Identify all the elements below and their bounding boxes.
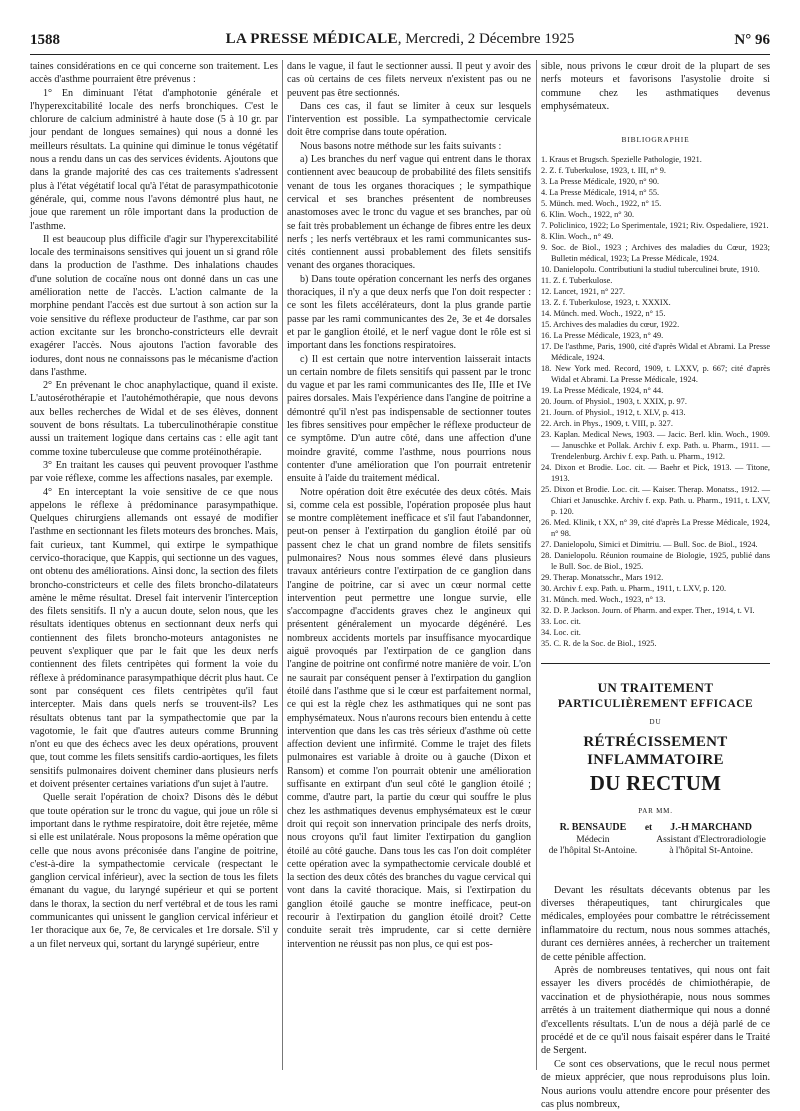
bibliography-item: 30. Archiv f. exp. Path. u. Pharm., 1911, t. LXV, p. 120. [541, 584, 727, 594]
bibliography-list [541, 154, 770, 649]
bibliography-item: 35. C. R. de la Soc. de Biol., 1925. [541, 639, 657, 649]
page-number: 1588 [30, 32, 60, 48]
article-byline-par: PAR MM. [638, 806, 673, 815]
article-title-du: DU [649, 718, 662, 727]
article-authors [541, 822, 770, 858]
bibliography-item: 32. D. P. Jackson. Journ. of Pharm. and exper. Ther., 1914, t. VI. [541, 606, 755, 616]
journal-name: LA PRESSE MÉDICALE [225, 31, 398, 47]
bibliography-item: 9. Soc. de Biol., 1923 ; Archives des maladies du Cœur, 1923; Bulletin médical, 1923; La Presse Médicale, 1924. [541, 243, 770, 264]
paragraph: Nous basons notre méthode sur les faits suivants : [300, 140, 502, 152]
bibliography-item: 5. Münch. med. Woch., 1922, n° 15. [541, 199, 662, 209]
bibliography-title: BIBLIOGRAPHIE [621, 135, 690, 145]
author-affiliation: à l'hôpital St-Antoine. [669, 846, 753, 857]
bibliography-item: 1. Kraus et Brugsch. Spezielle Pathologie, 1921. [541, 155, 702, 165]
author-1 [541, 822, 645, 858]
column-1 [30, 60, 278, 951]
bibliography-item: 34. Loc. cit. [541, 628, 581, 638]
article-rule [541, 663, 770, 664]
bibliography-item: 16. La Presse Médicale, 1923, n° 49. [541, 331, 664, 341]
bibliography-item: 29. Therap. Monatsschr., Mars 1912. [541, 573, 664, 583]
author-conjunction: et [644, 823, 653, 834]
bibliography-item: 23. Kaplan. Medical News, 1903. — Jacic. Berl. klin. Woch., 1909. — Januschke et Pollak. Archiv f. exp. Path. u. Pharm., 1911. — Trendelenburg. Archiv f. exp. Path. u. Pharm., 1912. [541, 430, 770, 462]
bibliography-item: 27. Danielopolu, Simici et Dimitriu. — Bull. Soc. de Biol., 1924. [541, 540, 758, 550]
article-title-line-3: RÉTRÉCISSEMENT INFLAMMATOIRE [583, 733, 728, 768]
issue-number: N° 96 [734, 32, 770, 48]
bibliography-item: 6. Klin. Woch., 1922, n° 30. [541, 210, 635, 220]
bibliography-item: 14. Münch. med. Woch., 1922, n° 15. [541, 309, 666, 319]
paragraph: 2° En prévenant le choc anaphylactique, quand il existe. L'autosérothérapie et l'autohémothérapie, que nous devons aux belles recherches de Widal et de ses élèves, donnent souvent de bons résultats. La tuberculinothérapie constitue aussi un traitement logique dans certains cas : elle agit tant comme toxine tuberculeuse que comme protéinothérapie. [30, 380, 278, 458]
bibliography-item: 25. Dixon et Brodie. Loc. cit. — Kaiser. Therap. Monatss., 1912. — Chiari et Januschke. Archiv f. exp. Path. u. Pharm., 1911, t. LXV, p. 120. [541, 485, 770, 517]
bibliography-item: 18. New York med. Record, 1909, t. LXXV, p. 667; cité d'après Widal et Abrami. La Presse Médicale, 1924. [541, 364, 770, 385]
paragraph: Ce sont ces observations, que le recul nous permet de mieux apprécier, que nous reproduisons plus loin. Nous aurions voulu attendre encore pour présenter des cas plus nombreux, [541, 1058, 770, 1111]
article-body [541, 884, 770, 1111]
paragraph: Quelle serait l'opération de choix? Disons dès le début que toute opération sur le tronc du vague, qui joue un rôle si important dans le rythme respiratoire, doit être rejetée, même si elle est unilatérale. Nous proposons la même opération que celle que nous avons préconisée dans l'angine de poitrine, c'est-à-dire la sympathectomie cervicale (respectant le ganglion cervical inférieur), avec la section de tous les filets émanant du vague, du laryngé supérieur et qui se portent dans le thorax, la section du nerf vertébral et de tous les rami communicantes qui unissent le ganglion cervical inférieur et 1er thoracique aux 6e, 7e, 8e cervicales et 1re dorsale. S'il y a un filet nerveux qui, sortant du laryngé supérieur, entre [30, 792, 278, 950]
author-name: J.-H MARCHAND [670, 822, 752, 834]
article-title-line-4: DU RECTUM [589, 770, 722, 795]
author-2 [652, 822, 770, 858]
bibliography-item: 19. La Presse Médicale, 1924, n° 44. [541, 386, 664, 396]
bibliography-item: 13. Z. f. Tuberkulose, 1923, t. XXXIX. [541, 298, 671, 308]
column-2 [287, 60, 531, 951]
running-title: LA PRESSE MÉDICALE, Mercredi, 2 Décembre 1925 [225, 31, 575, 47]
bibliography-item: 26. Med. Klinik, t XX, n° 39, cité d'après La Presse Médicale, 1924, n° 98. [541, 518, 770, 539]
bibliography-item: 15. Archives des maladies du cœur, 1922. [541, 320, 680, 330]
paragraph: sible, nous privons le cœur droit de la plupart de ses nerfs moteurs et favorisons l'asystolie droite si commune chez les asthmatiques devenus emphysémateux. [541, 61, 770, 112]
article-title-line-1: UN TRAITEMENT [597, 680, 714, 696]
bibliography-item: 17. De l'asthme, Paris, 1900, cité d'après Widal et Abrami. La Presse Médicale, 1924. [541, 342, 770, 363]
paragraph: Devant les résultats décevants obtenus par les diverses thérapeutiques, tant chirurgicales que médicales, employées pour combattre le rétrécissement inflammatoire du rectum, nous nous sommes attachés, durant ces dernières années, à rechercher un traitement de cette pénible affection. [541, 884, 770, 963]
paragraph: b) Dans toute opération concernant les nerfs des organes thoraciques, il n'y a que deux nerfs que l'on doit respecter : ce sont les filets accélérateurs, dont la plus grande partie passe par les rami communicantes des 2e, 3e et 4e dorsales et par le ganglion étoilé, et le nerf vague dont le rôle est si important dans les fonctions respiratoires. [287, 273, 531, 352]
paragraph: Après de nombreuses tentatives, qui nous ont fait essayer les divers procédés de chimiothérapie, de vaccination et de physiothérapie, nous nous sommes arrêtés à un traitement diathermique qui nous a donné d'excellents résultats. L'un de nous a déjà parlé de ce procédé et de ce qu'il nous faisait espérer dans le Traité de Sergent. [541, 965, 770, 1057]
paragraph: taines considérations en ce qui concerne son traitement. Les accès d'asthme pourraient être prévenus : [30, 61, 278, 86]
paragraph: c) Il est certain que notre intervention laisserait intacts un certain nombre de filets sensitifs qui passent par le tronc du vague et par les rami communicantes des IIe, IIIe et IVe paires dorsales. Mais l'expérience dans l'angine de poitrine a démontré qu'il n'est pas indispensable de sectionner toutes les fibres sensitives pour empêcher le réflexe producteur de ce symptôme. D'un autre côté, dans une affection d'une moindre gravité, comme l'asthme, nous pourrions nous contenter d'une amélioration que l'on pourrait entretenir ensuite à l'aide du traitement médical. [287, 353, 531, 485]
article-title-line-2: PARTICULIÈREMENT EFFICACE [557, 698, 754, 711]
bibliography-item: 28. Danielopolu. Réunion roumaine de Biologie, 1925, publié dans le Bull. Soc. de Biol., 1925. [541, 551, 770, 572]
paragraph: dans le vague, il faut le sectionner aussi. Il peut y avoir des cas où certains de ces filets nerveux n'existent pas ou ne peuvent pas être sectionnés. [287, 61, 531, 99]
author-role: Assistant d'Electroradiologie [656, 834, 766, 845]
bibliography-item: 10. Danielopolu. Contributiuni la studiul tuberculinei brute, 1910. [541, 265, 760, 275]
author-affiliation: de l'hôpital St-Antoine. [548, 846, 638, 857]
bibliography-item: 20. Journ. of Physiol., 1903, t. XXIX, p. 97. [541, 397, 687, 407]
bibliography-item: 8. Klin. Woch., n° 49. [541, 232, 614, 242]
bibliography-item: 22. Arch. in Phys., 1909, t. VIII, p. 327. [541, 419, 673, 429]
paragraph: 1° En diminuant l'état d'amphotonie générale et l'hyperexcitabilité locale des nerfs bronchiques. C'est le chlorure de calcium administré à haute dose (5 à 10 gr. par jour pendant de longues semaines) qui nous a donné les meilleurs résultats. La quinine qui diminue le tonus végétatif nous a rendu dans un cas des services évidents. Ajoutons que dans la grande majorité des cas ces traitements s'adressent plus à l'état végétatif local qu'à l'état de parasympathicotonie générale, qui, comme nous l'avons démontré plus haut, ne joue que rarement un rôle important dans la production de l'asthme. [30, 87, 278, 232]
paragraph: Il est beaucoup plus difficile d'agir sur l'hyperexcitabilité locale des terminaisons sensitives qui jouent un si grand rôle dans la production de l'asthme. Des inhalations chaudes d'une solution de cocaïne nous ont donné dans un cas une amélioration nette de l'accès. L'action calmante de la morphine pendant l'accès est due surtout à son action sur la voie sensitive du réflexe producteur de l'asthme, car par son action excitante sur les broncho-constricteurs elle devrait exagérer l'accès. Nous ajoutons l'action favorable des iodures, dont nous ne connaissons pas le mécanisme d'action dans l'asthme. [30, 233, 278, 378]
paragraph: Dans ces cas, il faut se limiter à ceux sur lesquels l'intervention est possible. La sympathectomie cervicale doit être comprise dans toute opération. [287, 100, 531, 139]
paragraph: 4° En interceptant la voie sensitive de ce que nous appelons le réflexe à prédominance parasympathique. Quelques chirurgiens allemands ont essayé de modifier l'asthme en sectionnant les filets moteurs des bronches. Mais, fait curieux, tant Kummel, qui extirpe le sympathique cervico-thoracique, que Kappis, qui sectionne un des vagues, ont obtenu des améliorations. Ainsi donc, la section des filets broncho-constricteurs et celle des filets broncho-dilatateurs amène le même résultat. Dresel fait intervenir l'interception des filets sensitifs. Il n'y a aucun doute, selon nous, que les résultats identiques obtenus en sectionnant deux nerfs qui contiennent des filets broncho-moteurs antagonistes ne peuvent s'expliquer que par le fait que les deux nerfs contiennent des filets centripètes qui forment la voie du réflexe à prédominance parasympathique décrit plus haut. Ce sont par conséquent ces filets centripètes qu'il faut intercepter. Mais dans quels nerfs se trouvent-ils? Les résultats obtenus tant par la sympathectomie que par la vagotomie, le fait que d'autres auteurs comme Brunning n'ont eu que des échecs avec les deux opérations, prouvent que, tout comme les filets sensitifs cardio-aortiques, les filets sensitifs pulmonaires doivent cheminer dans plusieurs nerfs et doivent présenter certaines variations d'un sujet à l'autre. [30, 486, 278, 791]
bibliography-item: 12. Lancet, 1921, n° 227. [541, 287, 625, 297]
author-role: Médecin [576, 834, 610, 845]
bibliography-item: 21. Journ. of Physiol., 1912, t. XLV, p. 413. [541, 408, 686, 418]
bibliography-item: 33. Loc. cit. [541, 617, 581, 627]
page-header [30, 30, 770, 52]
bibliography-item: 11. Z. f. Tuberkulose. [541, 276, 613, 286]
author-name: R. BENSAUDE [559, 822, 627, 834]
column-3 [541, 60, 770, 1111]
paragraph: 3° En traitant les causes qui peuvent provoquer l'asthme par voie réflexe, comme les affections nasales, par exemple. [30, 459, 278, 485]
bibliography-item: 7. Policlinico, 1922; Lo Sperimentale, 1921; Riv. Ospedaliere, 1921. [541, 221, 769, 231]
bibliography-item: 24. Dixon et Brodie. Loc. cit. — Baehr et Pick, 1913. — Titone, 1913. [541, 463, 770, 484]
bibliography-item: 3. La Presse Médicale, 1920, n° 90. [541, 177, 660, 187]
issue-date: Mercredi, 2 Décembre 1925 [405, 31, 575, 47]
column-divider [282, 60, 283, 1070]
paragraph: a) Les branches du nerf vague qui entrent dans le thorax contiennent avec beaucoup de probabilité des filets sensitifs venant de tous les organes thoraciques ; le sympathique cervical et ses branches présentent de nombreuses anastomoses avec le tronc du vague et ses branches, par où se fait très probablement un échange de fibres entre les deux nerfs ; les nerfs vertébraux et les rami communicantes sus-cités contiennent aussi probablement des filets sensitifs venant des organes thoraciques. [287, 154, 531, 272]
paragraph: Notre opération doit être exécutée des deux côtés. Mais si, comme cela est possible, l'opération proposée plus haut se montre complètement inefficace et s'il faut l'abandonner, peut-on penser à l'extirpation du ganglion étoilé par où passent chez le chat un grand nombre de filets sensitifs pulmonaires? Nous nous sommes élevé dans plusieurs travaux antérieurs contre l'extirpation de ce ganglion dans l'angine de poitrine, car si avec un cœur normal cette intervention peut permettre une longue survie, elle s'accompagne d'accidents graves chez le angineux qui présentent généralement un myocarde dégénéré. Les nombreux accidents mortels par insuffisance myocardique aiguë provoqués par l'extirpation de ce ganglion dans l'angine de poitrine ont confirmé notre manière de voir. L'on ne saurait par conséquent penser à l'extirpation du ganglion étoilé dans l'asthme que si le cœur est parfaitement normal, ce qui est la règle chez les asthmatiques qui ne sont pas emphysémateux. Nous n'aurons recours bien entendu à cette intervention que dans les cas très sérieux d'asthme où cette affection devient une infirmité. Comme le trajet des filets pulmonaires est variable à droite ou à gauche (Dixon et Ransom) et comme l'on pourrait obtenir une amélioration suffisante en extirpant d'un seul côté le ganglion étoilé ; comme, d'autre part, la partie du cœur qui souffre le plus chez les asthmatiques devenus emphysémateux est le cœur droit qui reçoit son innervation principale des nerfs droits, nous croyons qu'il faut limiter l'extirpation du ganglion étoilé au côté gauche. Dans tous les cas l'on doit compléter cette opération avec la sympathectomie cervicale doublé et la section des deux côtés des branches du vague cervical qui vont dans la cavité thoracique. Mais, si l'extirpation du ganglion étoilé gauche se montre inefficace, peut-on recourir à l'extirpation du ganglion étoilé droit? Cette conduite serait très imprudente, car si cette dernière intervention ne réussit pas non plus, ce qui est pos- [287, 486, 531, 950]
header-rule [30, 54, 770, 55]
bibliography-item: 2. Z. f. Tuberkulose, 1923, t. III, n° 9. [541, 166, 666, 176]
bibliography-item: 31. Münch. med. Woch., 1923, n° 13. [541, 595, 666, 605]
column-divider [536, 60, 537, 1070]
bibliography-item: 4. La Presse Médicale, 1914, n° 55. [541, 188, 660, 198]
